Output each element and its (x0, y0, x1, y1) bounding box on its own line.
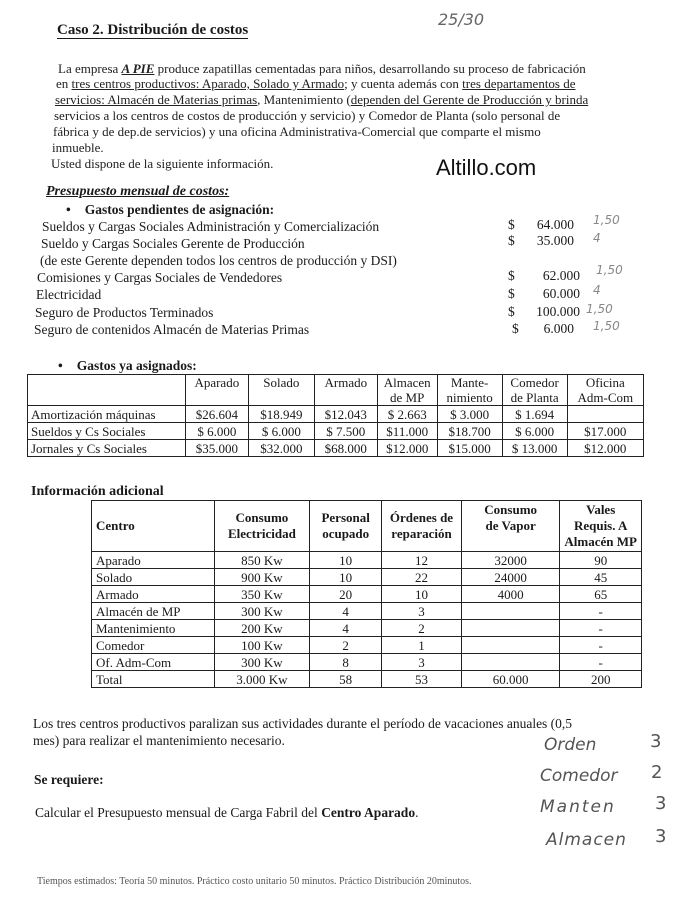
table-row: Armado 350 Kw 20 10 4000 65 (92, 586, 642, 603)
budget-item-label: Comisiones y Cargas Sociales de Vendedores (37, 270, 283, 285)
task-statement: Calcular el Presupuesto mensual de Carga Fabril del Centro Aparado. (35, 805, 419, 820)
handwritten-note: 1,50 (596, 263, 623, 277)
column-header: Centro (92, 501, 215, 552)
table-row: Aparado 850 Kw 10 12 32000 90 (92, 552, 642, 569)
closing-paragraph-line: mes) para realizar el mantenimiento necesario. (33, 733, 285, 748)
handwritten-note: 1,50 (593, 319, 620, 333)
column-header: Armado (314, 375, 377, 406)
budget-item-label: Sueldo y Cargas Sociales Gerente de Producción (41, 236, 305, 251)
handwritten-value: 3 (655, 826, 667, 847)
table-header-row (92, 501, 642, 552)
column-header: Personal ocupado (310, 501, 382, 552)
column-header: Solado (248, 375, 314, 406)
column-header: Consumo de Vapor (461, 501, 559, 552)
column-header: Consumo Electricidad (214, 501, 310, 552)
table-row: Comedor 100 Kw 2 1 - (92, 637, 642, 654)
handwritten-note: 4 (593, 283, 601, 297)
column-header: Mante- nimiento (437, 375, 502, 406)
handwritten-value: 2 (651, 762, 663, 783)
budget-item-amount: 35.000 (536, 233, 574, 248)
pending-heading: • Gastos pendientes de asignación: (66, 202, 274, 218)
budget-item-label: Electricidad (36, 287, 102, 302)
table-header-row (28, 375, 644, 406)
handwritten-value: 3 (655, 793, 667, 814)
budget-item-label: Seguro de Productos Terminados (35, 305, 214, 320)
budget-item-amount: 62.000 (542, 268, 580, 283)
handwritten-label: Comedor (540, 766, 618, 786)
table-row: Solado 900 Kw 10 22 24000 45 (92, 569, 642, 586)
budget-item-amount: 60.000 (542, 286, 580, 301)
table-row: Amortización máquinas $26.604 $18.949 $12.043 $ 2.663 $ 3.000 $ 1.694 (28, 406, 644, 423)
closing-paragraph-line: Los tres centros productivos paralizan sus actividades durante el período de vacaciones anuales (0,5 (33, 716, 573, 731)
table-row: Jornales y Cs Sociales $35.000 $32.000 $68.000 $12.000 $15.000 $ 13.000 $12.000 (28, 440, 644, 457)
table-row: Almacén de MP 300 Kw 4 3 - (92, 603, 642, 620)
column-header: Oficina Adm-Com (567, 375, 643, 406)
handwritten-score: 25/30 (438, 10, 485, 29)
column-header (28, 375, 186, 406)
handwritten-value: 3 (650, 731, 662, 752)
requirement-heading: Se requiere: (34, 772, 104, 787)
footer-note: Tiempos estimados: Teoría 50 minutos. Práctico costo unitario 50 minutos. Práctico Distribución 20minutos. (37, 876, 472, 887)
handwritten-note: 1,50 (586, 302, 613, 316)
column-header: Almacen de MP (377, 375, 437, 406)
table-row: Of. Adm-Com 300 Kw 8 3 - (92, 654, 642, 671)
additional-info-heading: Información adicional (31, 484, 164, 499)
column-header: Vales Requis. A Almacén MP (560, 501, 642, 552)
handwritten-note: 1,50 (593, 213, 620, 227)
handwritten-label: Almacen (546, 830, 627, 850)
budget-item-label: (de este Gerente dependen todos los centros de producción y DSI) (40, 253, 397, 268)
budget-item-amount: 64.000 (536, 217, 574, 232)
handwritten-label: Orden (544, 735, 597, 755)
table-row: Sueldos y Cs Sociales $ 6.000 $ 6.000 $ 7.500 $11.000 $18.700 $ 6.000 $17.000 (28, 423, 644, 440)
budget-item-label: Sueldos y Cargas Sociales Administración y Comercialización (42, 219, 380, 234)
assigned-heading: • Gastos ya asignados: (58, 358, 197, 374)
column-header: Órdenes de reparación (382, 501, 462, 552)
column-header: Aparado (185, 375, 248, 406)
budget-item-amount: 6.000 (543, 321, 574, 336)
budget-heading: Presupuesto mensual de costos: (46, 184, 230, 199)
assigned-costs-table (27, 374, 644, 457)
handwritten-note: 4 (593, 231, 601, 245)
table-row-total: Total 3.000 Kw 58 53 60.000 200 (92, 671, 642, 688)
table-row: Mantenimiento 200 Kw 4 2 - (92, 620, 642, 637)
budget-item-label: Seguro de contenidos Almacén de Materias Primas (34, 322, 310, 337)
additional-info-table (91, 500, 642, 688)
page-title: Caso 2. Distribución de costos (57, 22, 249, 38)
budget-item-amount: 100.000 (536, 304, 580, 319)
column-header: Comedor de Planta (502, 375, 567, 406)
watermark-text: Altillo.com (436, 155, 537, 180)
handwritten-label: Manten (540, 797, 616, 817)
